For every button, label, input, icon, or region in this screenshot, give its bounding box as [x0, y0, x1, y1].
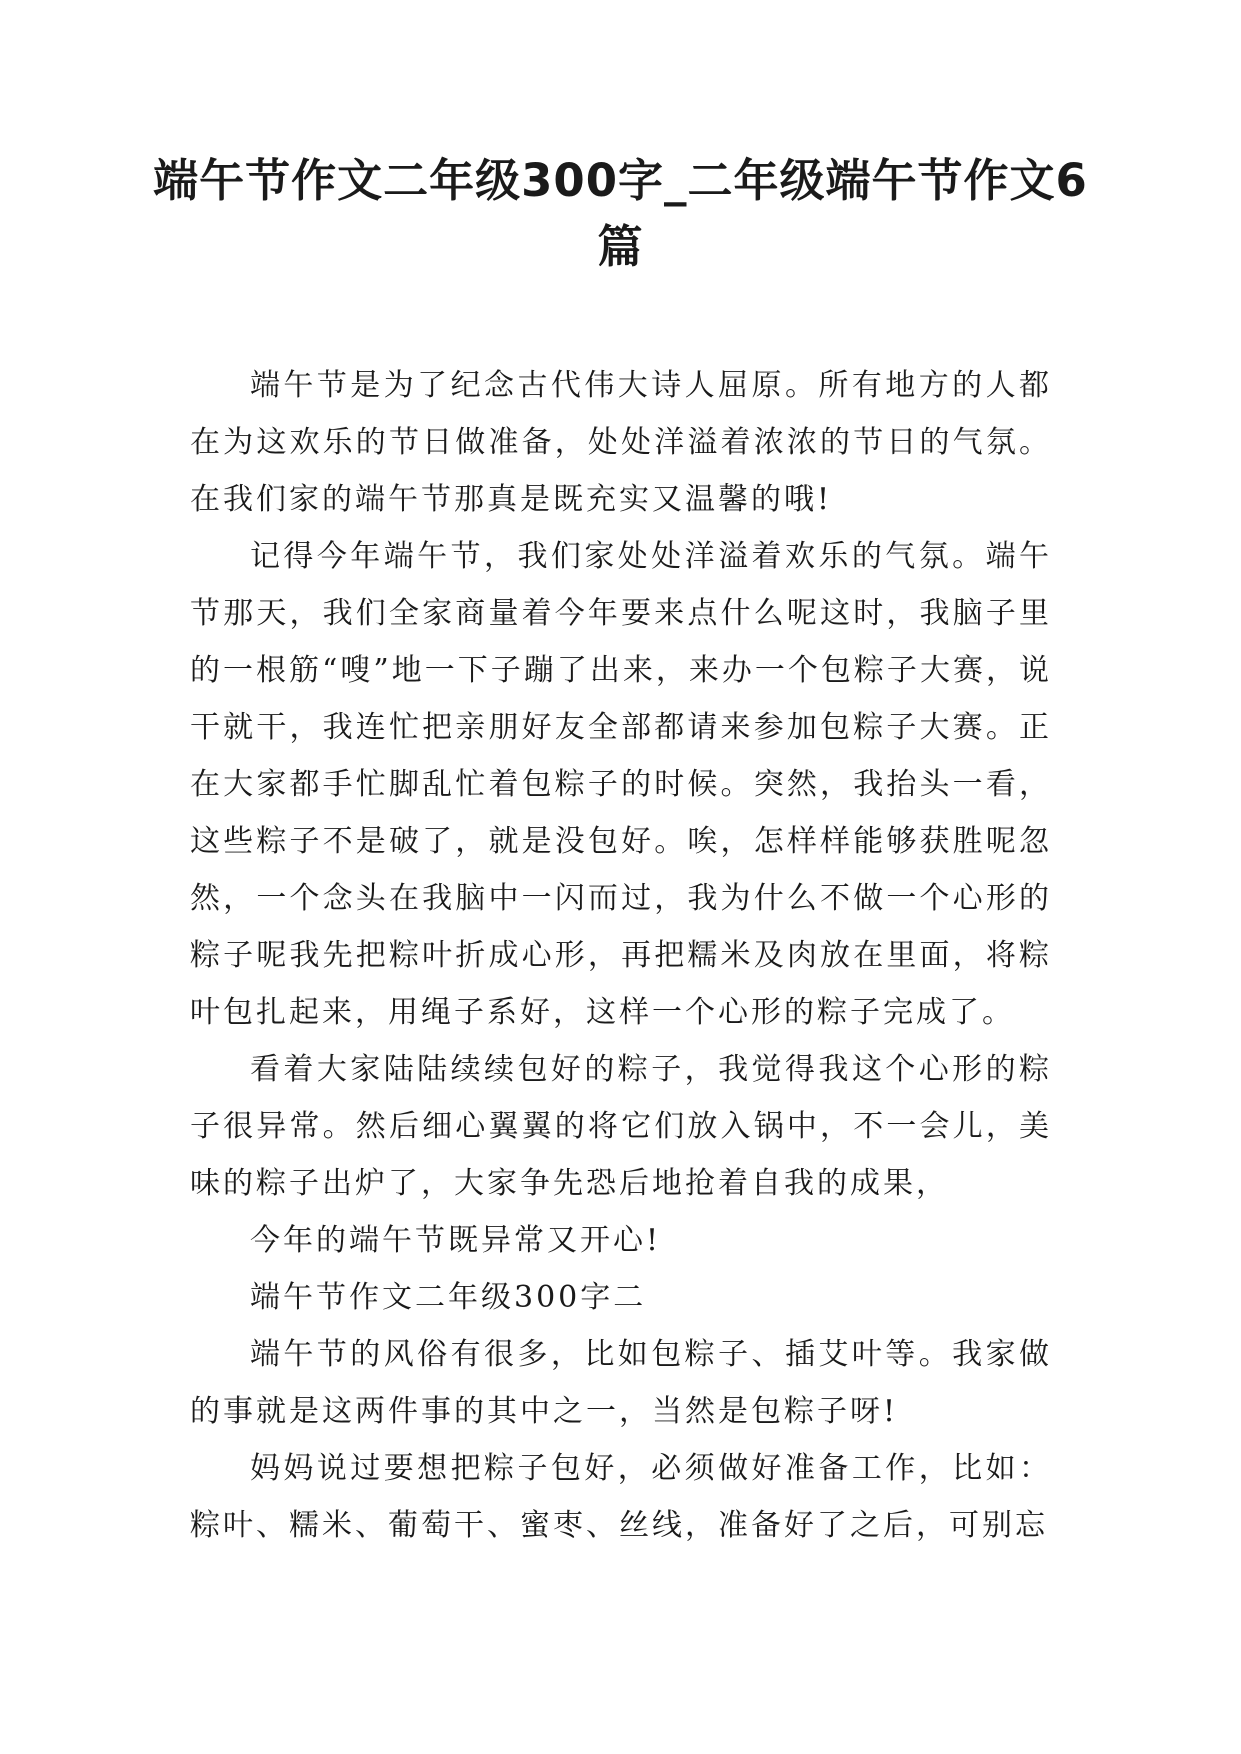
- document-title: 端午节作文二年级300字_二年级端午节作文6篇: [153, 154, 1088, 273]
- paragraph: 今年的端午节既异常又开心!: [250, 1223, 662, 1258]
- paragraph: 记得今年端午节，我们家处处洋溢着欢乐的气氛。端午节那天，我们全家商量着今年要来点什么呢这时，我脑子里的一根筋“嗖”地一下子蹦了出来，来办一个包粽子大赛，说干就干，我连忙把亲朋好友全部都请来参加包粽子大赛。正在大家都手忙脚乱忙着包粽子的时候。突然，我抬头一看，这些粽子不是破了，就是没包好。唉，怎样样能够获胜呢忽然，一个念头在我脑中一闪而过，我为什么不做一个心形的粽子呢我先把粽叶折成心形，再把糯米及肉放在里面，将粽叶包扎起来，用绳子系好，这样一个心形的粽子完成了。: [190, 539, 1052, 1030]
- document-body: [190, 357, 1052, 1554]
- section-heading: 端午节作文二年级300字二: [250, 1280, 647, 1315]
- paragraph: 端午节是为了纪念古代伟大诗人屈原。所有地方的人都在为这欢乐的节日做准备，处处洋溢着浓浓的节日的气氛。在我们家的端午节那真是既充实又温馨的哦!: [190, 368, 1052, 517]
- paragraph: 端午节的风俗有很多，比如包粽子、插艾叶等。我家做的事就是这两件事的其中之一，当然是包粽子呀!: [190, 1337, 1052, 1429]
- paragraph: 看着大家陆陆续续包好的粽子，我觉得我这个心形的粽子很异常。然后细心翼翼的将它们放入锅中，不一会儿，美味的粽子出炉了，大家争先恐后地抢着自我的成果，: [190, 1052, 1052, 1201]
- paragraph: 妈妈说过要想把粽子包好，必须做好准备工作，比如：粽叶、糯米、葡萄干、蜜枣、丝线，准备好了之后，可别忘: [190, 1451, 1052, 1543]
